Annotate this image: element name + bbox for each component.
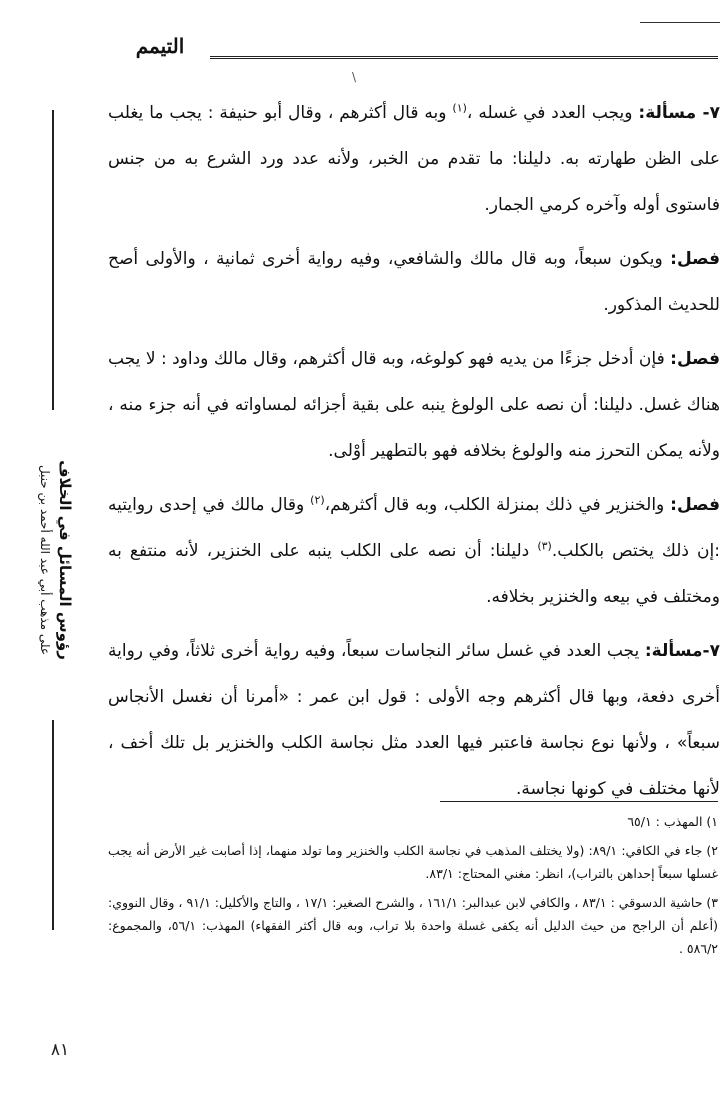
top-rule (640, 22, 720, 23)
paragraph-text: دليلنا: أن نصه على الكلب ينبه على الخنزير، لأنه منتفع به ومختلف في بيعه والخنزير بخلافه. (108, 541, 720, 607)
footnote-1: ١) المهذب : ٦٥/١ (627, 814, 718, 829)
footnote-ref: (١) (452, 101, 467, 115)
paragraph-heading: فصل: (670, 249, 720, 269)
footnote-ref: (٢) (310, 493, 325, 507)
paragraph-text: ويكون سبعاً، وبه قال مالك والشافعي، وفيه رواية أخرى ثمانية ، والأولى أصح للحديث المذكور. (108, 249, 720, 315)
paragraph-heading: ٧-مسألة: (644, 641, 720, 661)
running-sidebar (30, 110, 80, 930)
paragraph-text: ويجب العدد في غسله ، (466, 103, 639, 123)
stray-mark: \ (352, 70, 357, 84)
paragraph-text: وبه قال أكثرهم ، وقال أبو حنيفة : يجب ما يغلب على الظن طهارته به. دليلنا: ما تقدم من الخبر، ولأنه عدد ورد الشرع به من جنس فاستوى أوله وآخره كرمي الجمار. (108, 103, 720, 215)
paragraph-text: فإن أدخل جزءًا من يديه فهو كولوغه، وبه قال أكثرهم، وقال مالك وداود : لا يجب هناك غسل. دليلنا: أن نصه على الولوغ ينبه على بقية أجزائه لمساواته في أنه جزء منه ، ولأنه يمكن التحرز منه والولوغ بخلافه فهو بالتطهير أوْلى. (108, 349, 720, 461)
footnote-3: ٣) حاشية الدسوقي : ٨٣/١ ، والكافي لابن عبدالبر: ١٦١/١ ، والشرح الصغير: ١٧/١ ، والتاج والأكليل: ٩١/١ ، وقال النووي: (أعلم أن الراجح من حيث الدليل أنه يكفى غسلة واحدة بلا تراب، وبه قال أكثر الفقهاء) المهذب: ٥٦/١، والمجموع: ٥٨٦/٢ . (108, 895, 718, 956)
footnote-2: ٢) جاء في الكافي: ٨٩/١: (ولا يختلف المذهب في نجاسة الكلب والخنزير وما تولد منهما، إذا أصابت غير الأرض أنه يجب غسلها سبعاً إحداهن بالتراب)، انظر: مغني المحتاج: ٨٣/١. (108, 843, 718, 881)
sidebar-title: رؤوس المسائل في الخلاف (56, 460, 74, 660)
footnote-ref: (٣) (537, 539, 552, 553)
page-number: ٨١ (50, 1040, 70, 1060)
sidebar-rule-top (52, 110, 54, 410)
paragraph-fasl-1 (108, 236, 720, 328)
paragraph-fasl-2 (108, 336, 720, 474)
main-text (108, 90, 720, 820)
paragraph-heading: فصل: (670, 495, 721, 515)
paragraph-heading: فصل: (670, 349, 720, 369)
paragraph-text: يجب العدد في غسل سائر النجاسات سبعاً، وفيه رواية أخرى ثلاثاً، وفي رواية أخرى دفعة، وبها قال أكثرهم وجه الأولى : قول ابن عمر : «أمرنا أن نغسل الأنجاس سبعاً» ، ولأنها نوع نجاسة فاعتبر فيها العدد مثل نجاسة الكلب والخنزير بل تلك أخف ، لأنها مختلف في كونها نجاسة. (108, 641, 720, 799)
paragraph-masala-7 (108, 90, 720, 228)
paragraph-masala-7b (108, 628, 720, 812)
paragraph-fasl-3 (108, 482, 720, 620)
footnote-rule (440, 801, 718, 802)
header-rule (210, 56, 718, 59)
sidebar-book-title (35, 415, 75, 705)
paragraph-heading: ٧- مسألة: (638, 103, 720, 123)
paragraph-text: وقال مالك في إحدى روايتيه :إن ذلك يختص بالكلب. (108, 495, 720, 561)
paragraph-text: والخنزير في ذلك بمنزلة الكلب، وبه قال أكثرهم، (324, 495, 671, 515)
footnotes (108, 810, 718, 966)
page-header-title: التيمم (135, 34, 185, 58)
sidebar-rule-bottom (52, 720, 54, 930)
sidebar-subtitle: على مذهب أبي عبد الله أحمد بن حنبل (38, 464, 52, 656)
